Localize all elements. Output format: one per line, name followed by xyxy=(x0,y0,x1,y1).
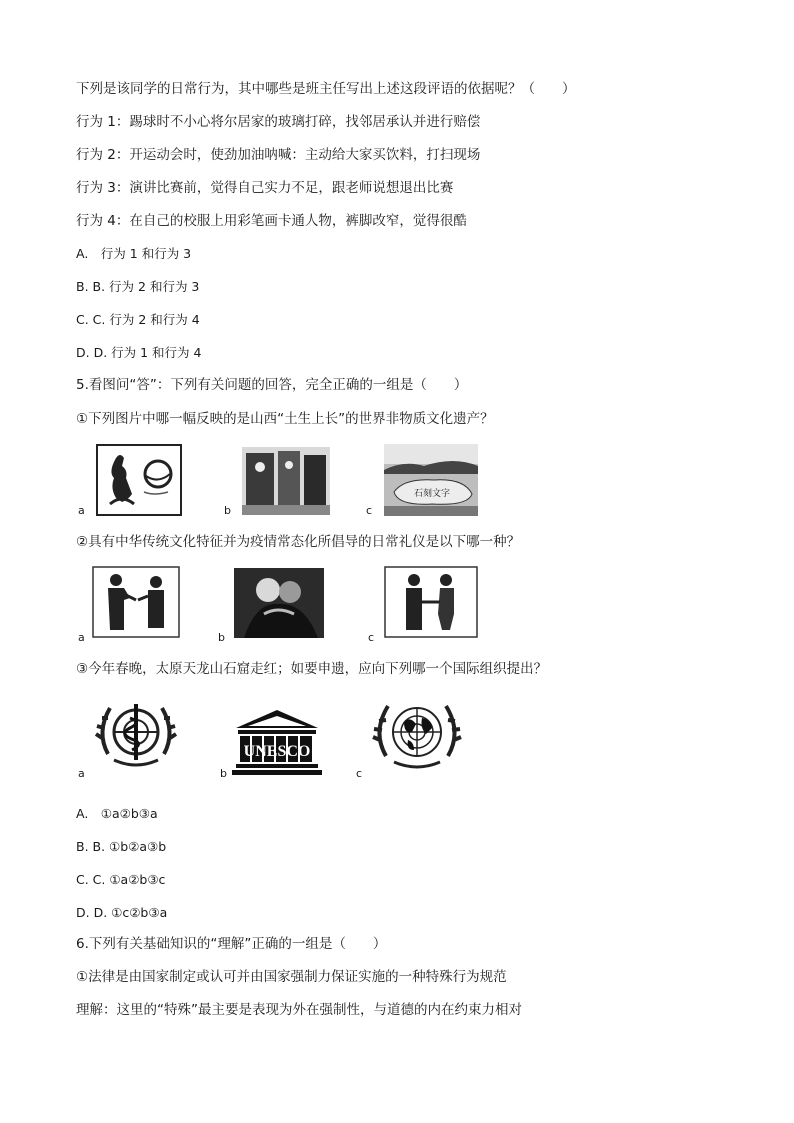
q5-sub1: ①下列图片中哪一幅反映的是山西“土生上长”的世界非物质文化遗产？ xyxy=(76,411,494,427)
bowing-greeting-image xyxy=(92,566,180,638)
unesco-logo-icon xyxy=(232,708,322,776)
label-a-2: a xyxy=(78,631,85,644)
hugging-greeting-image xyxy=(234,568,324,638)
q5-stem: 5.看图问“答”：下列有关问题的回答，完全正确的一组是（ ） xyxy=(76,377,468,393)
q4-option-a: A. 行为 1 和行为 3 xyxy=(76,246,192,261)
q5-sub2: ②具有中华传统文化特征并为疫情常态化所倡导的日常礼仪是以下哪一种？ xyxy=(76,534,521,550)
paper-cut-image xyxy=(96,444,182,516)
shadow-puppet-image xyxy=(242,447,330,515)
unesco-text: UNESCO xyxy=(243,743,311,760)
behavior-4: 行为 4：在自己的校服上用彩笔画卡通人物，裤脚改窄，觉得很酷 xyxy=(76,213,467,229)
q6-stem: 6.下列有关基础知识的“理解”正确的一组是（ ） xyxy=(76,936,387,952)
q5-option-d: D. D. ①c②b③a xyxy=(76,905,168,920)
label-b-3: b xyxy=(220,767,227,780)
behavior-1: 行为 1：踢球时不小心将尔居家的玻璃打碎，找邻居承认并进行赔偿 xyxy=(76,114,481,130)
q4-option-d: D. D. 行为 1 和行为 4 xyxy=(76,345,202,360)
un-emblem-icon xyxy=(370,694,464,776)
label-c-2: c xyxy=(368,631,375,644)
label-b-2: b xyxy=(218,631,225,644)
behavior-2: 行为 2：开运动会时，使劲加油呐喊：主动给大家买饮料，打扫现场 xyxy=(76,147,481,163)
q5-option-a: A. ①a②b③a xyxy=(76,806,158,821)
q6-understanding: 理解：这里的“特殊”最主要是表现为外在强制性，与道德的内在约束力相对 xyxy=(76,1002,522,1018)
label-a: a xyxy=(78,504,85,517)
intro-text: 下列是该同学的日常行为，其中哪些是班主任写出上述这段评语的依据呢？（ ） xyxy=(76,81,576,97)
who-emblem-icon xyxy=(90,694,182,774)
q4-option-b: B. B. 行为 2 和行为 3 xyxy=(76,279,200,294)
q5-option-c: C. C. ①a②b③c xyxy=(76,872,166,887)
q6-item1: ①法律是由国家制定或认可并由国家强制力保证实施的一种特殊行为规范 xyxy=(76,969,507,985)
label-c: c xyxy=(366,504,373,517)
q5-sub3: ③今年春晚，太原天龙山石窟走红；如要申遗，应向下列哪一个国际组织提出？ xyxy=(76,661,548,677)
label-c-3: c xyxy=(356,767,363,780)
behavior-3: 行为 3：演讲比赛前，觉得自己实力不足，跟老师说想退出比赛 xyxy=(76,180,454,196)
stone-monument-image xyxy=(384,444,478,516)
label-a-3: a xyxy=(78,767,85,780)
q4-option-c: C. C. 行为 2 和行为 4 xyxy=(76,312,200,327)
handshake-greeting-image xyxy=(384,566,478,638)
label-b: b xyxy=(224,504,231,517)
q5-option-b: B. B. ①b②a③b xyxy=(76,839,167,854)
stone-inscription: 石刻文字 xyxy=(413,489,451,499)
